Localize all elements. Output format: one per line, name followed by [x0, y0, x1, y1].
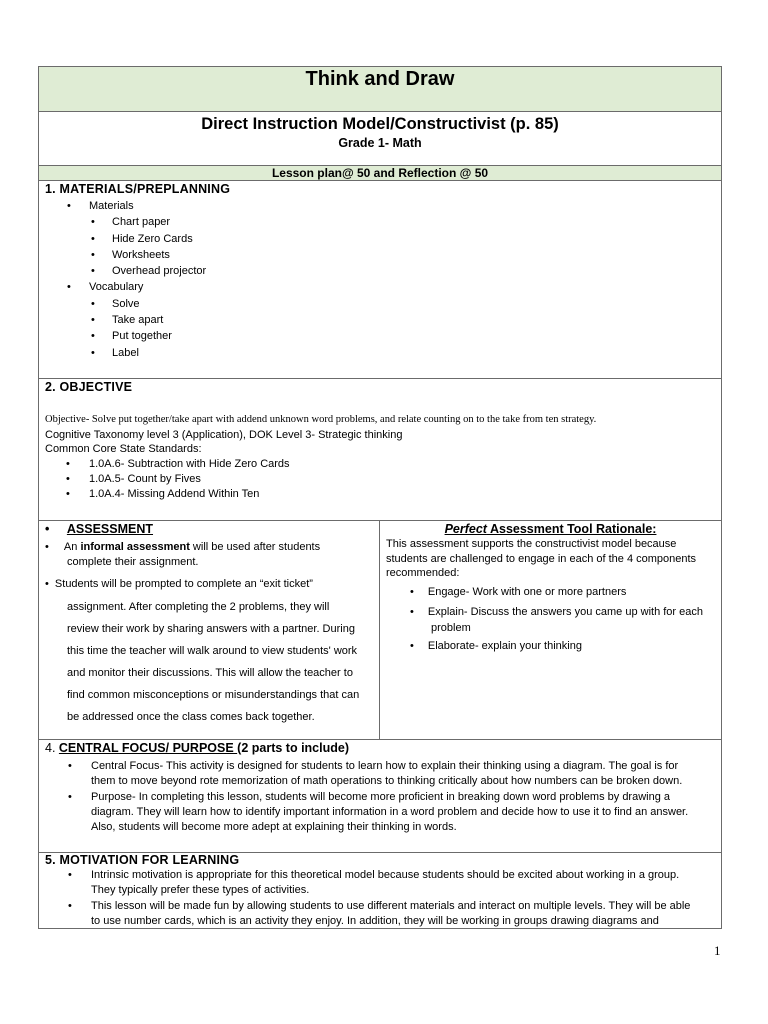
central-focus-line: them to move beyond rote memorization of math operations to thinking critically about how numbers can be broken down. — [91, 775, 683, 787]
motivation-list — [39, 868, 721, 929]
list-item: • 1.0A.4- Missing Addend Within Ten — [39, 487, 721, 502]
bullet-icon: • — [410, 640, 414, 652]
list-item — [39, 899, 721, 929]
materials-heading: 1. MATERIALS/PREPLANNING — [45, 182, 231, 196]
list-item — [39, 868, 721, 898]
rationale-item-text: Elaborate- explain your thinking — [427, 640, 582, 652]
rationale-intro-line: students are challenged to engage in each of the 4 components — [386, 553, 697, 565]
materials-list — [39, 198, 721, 361]
assessment-item-1-post: will be used after students — [189, 541, 321, 553]
list-item: • Overhead projector — [39, 263, 721, 279]
page-title: Think and Draw — [305, 68, 455, 90]
list-item: • Hide Zero Cards — [39, 231, 721, 247]
bullet-icon: • — [45, 541, 49, 553]
central-focus-number: 4. — [45, 741, 59, 755]
central-focus-line: diagram. They will learn how to identify important information in a word problem and decide how to use it to find an answer. — [91, 806, 689, 818]
rationale-item-cont: problem — [431, 622, 471, 634]
rationale-item-text: Engage- Work with one or more partners — [427, 586, 627, 598]
central-focus-title: CENTRAL FOCUS/ PURPOSE — [58, 741, 238, 755]
objective-section — [38, 378, 722, 521]
page-number: 1 — [714, 943, 721, 958]
list-item: • Vocabulary — [39, 279, 721, 295]
list-item — [39, 790, 721, 835]
central-focus-heading — [45, 741, 349, 755]
motivation-line: • This lesson will be made fun by allowing students to use different materials and interact on multiple levels. They will be able — [91, 900, 691, 912]
assessment-line: assignment. After completing the 2 problems, they will — [67, 601, 330, 613]
assessment-line: find common misconceptions or misunderstandings that can — [67, 689, 360, 701]
assessment-line: be addressed once the class comes back together. — [67, 711, 315, 723]
assessment-heading-row — [45, 522, 153, 536]
bullet-icon: • — [410, 586, 414, 598]
assessment-item-1 — [45, 540, 375, 555]
assessment-line: this time the teacher will walk around to view students' work — [67, 645, 358, 657]
central-focus-line: • Central Focus- This activity is designed for students to learn how to explain their thinking using a diagram. The goal is for — [91, 760, 679, 772]
assessment-item-1-pre: An — [63, 541, 81, 553]
rationale-intro-line: This assessment supports the constructivist model because — [386, 538, 677, 550]
motivation-line: They typically prefer these types of activities. — [91, 884, 310, 896]
list-item: • Label — [39, 345, 721, 361]
assessment-item-1-bold: informal assessment — [80, 541, 190, 553]
list-item: • Chart paper — [39, 214, 721, 230]
rationale-item — [410, 639, 582, 654]
rationale-heading-italic: Perfect — [444, 522, 487, 536]
list-item: • 1.0A.6- Subtraction with Hide Zero Cards — [39, 457, 721, 472]
model-cell — [38, 111, 722, 166]
model-title: Direct Instruction Model/Constructivist (p. 85) — [201, 115, 559, 133]
rationale-heading-rest: Assessment Tool Rationale: — [486, 522, 657, 536]
objective-heading: 2. OBJECTIVE — [45, 380, 133, 394]
bullet-icon: • — [45, 578, 49, 590]
objective-text: Objective- Solve put together/take apart with addend unknown word problems, and relate counting on to the take from ten strategy. — [45, 414, 597, 425]
central-focus-section — [38, 739, 722, 853]
assessment-item-2 — [45, 577, 313, 592]
list-item — [39, 759, 721, 789]
assessment-heading: ASSESSMENT — [66, 522, 154, 536]
bullet-icon: • — [410, 606, 414, 618]
rationale-intro-line: recommended: — [386, 567, 460, 579]
list-item: • Materials — [39, 198, 721, 214]
assessment-item-1-line2: complete their assignment. — [67, 556, 199, 568]
motivation-line: to use number cards, which is an activity they enjoy. In addition, they will be working in groups drawing diagrams and — [91, 915, 659, 927]
standards-label: Common Core State Standards: — [45, 443, 202, 455]
grade-label: Grade 1- Math — [338, 136, 422, 150]
central-focus-subheading: (2 parts to include) — [237, 741, 349, 755]
assessment-line: review their work by sharing answers with a partner. During — [67, 623, 355, 635]
motivation-heading: 5. MOTIVATION FOR LEARNING — [45, 853, 240, 867]
rationale-item — [410, 585, 626, 600]
central-focus-line: • Purpose- In completing this lesson, students will become more proficient in breaking down word problems by drawing a — [91, 791, 671, 803]
taxonomy-text: Cognitive Taxonomy level 3 (Application), DOK Level 3- Strategic thinking — [45, 429, 403, 441]
materials-section — [38, 180, 722, 379]
title-cell — [38, 66, 722, 112]
rationale-item — [410, 605, 703, 620]
rationale-item-text: Explain- Discuss the answers you came up with for each — [427, 606, 703, 618]
bullet-icon: • — [45, 522, 50, 536]
lesson-plan-label: Lesson plan@ 50 and Reflection @ 50 — [271, 166, 489, 180]
motivation-section — [38, 852, 722, 929]
rationale-heading — [380, 522, 721, 536]
assessment-line: and monitor their discussions. This will allow the teacher to — [67, 667, 353, 679]
list-item: • 1.0A.5- Count by Fives — [39, 472, 721, 487]
assessment-section — [38, 520, 380, 740]
standards-list — [39, 457, 721, 502]
central-focus-list — [39, 759, 721, 835]
list-item: • Put together — [39, 328, 721, 344]
list-item: • Take apart — [39, 312, 721, 328]
lesson-plan-cell — [38, 165, 722, 181]
central-focus-line: Also, students will become more adept at explaining their thinking in words. — [91, 821, 457, 833]
assessment-line: Students will be prompted to complete an “exit ticket” — [54, 578, 313, 590]
list-item: • Worksheets — [39, 247, 721, 263]
rationale-section — [379, 520, 722, 740]
list-item: • Solve — [39, 296, 721, 312]
motivation-line: • Intrinsic motivation is appropriate for this theoretical model because students should be excited about working in a group. — [91, 869, 680, 881]
